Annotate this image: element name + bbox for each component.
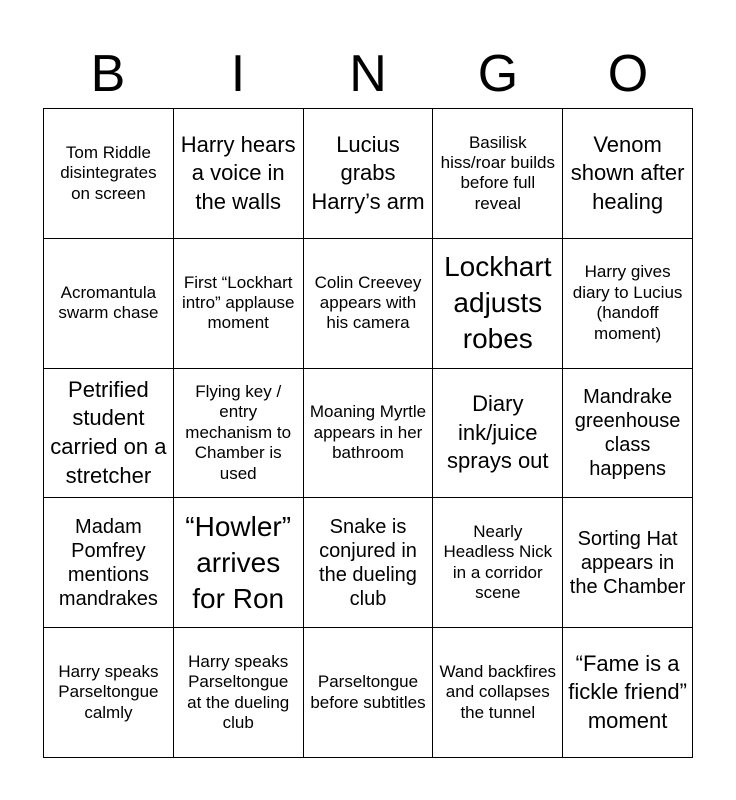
header-letter-n: N (349, 45, 387, 103)
bingo-cell[interactable]: “Fame is a fickle friend” moment (563, 628, 693, 758)
bingo-cell[interactable]: Wand backfires and collapses the tunnel (433, 628, 563, 758)
header-letter-i: I (230, 45, 246, 103)
bingo-cell[interactable]: Harry speaks Parseltongue at the dueling club (174, 628, 304, 758)
header-letter-b: B (90, 45, 126, 103)
bingo-cell[interactable]: Mandrake greenhouse class happens (563, 369, 693, 499)
bingo-cell[interactable]: Moaning Myrtle appears in her bathroom (304, 369, 434, 499)
bingo-cell[interactable]: Harry gives diary to Lucius (handoff moment) (563, 239, 693, 369)
bingo-cell[interactable]: Sorting Hat appears in the Chamber (563, 498, 693, 628)
bingo-grid (43, 108, 693, 758)
bingo-cell[interactable]: Venom shown after healing (563, 109, 693, 239)
bingo-cell[interactable]: Harry speaks Parseltongue calmly (44, 628, 174, 758)
bingo-cell[interactable]: Colin Creevey appears with his camera (304, 239, 434, 369)
bingo-cell[interactable]: First “Lockhart intro” applause moment (174, 239, 304, 369)
bingo-cell[interactable]: Acromantula swarm chase (44, 239, 174, 369)
bingo-cell[interactable]: Basilisk hiss/roar builds before full reveal (433, 109, 563, 239)
bingo-header (43, 40, 693, 108)
bingo-cell[interactable]: Harry hears a voice in the walls (174, 109, 304, 239)
bingo-cell[interactable]: Flying key / entry mechanism to Chamber is used (174, 369, 304, 499)
bingo-cell[interactable]: Nearly Headless Nick in a corridor scene (433, 498, 563, 628)
bingo-cell[interactable]: Lockhart adjusts robes (433, 239, 563, 369)
bingo-cell[interactable]: Snake is conjured in the dueling club (304, 498, 434, 628)
bingo-cell[interactable]: Diary ink/juice sprays out (433, 369, 563, 499)
bingo-cell[interactable]: Petrified student carried on a stretcher (44, 369, 174, 499)
bingo-cell[interactable]: Madam Pomfrey mentions mandrakes (44, 498, 174, 628)
header-letter-o: O (607, 45, 649, 103)
bingo-cell[interactable]: Tom Riddle disintegrates on screen (44, 109, 174, 239)
bingo-cell[interactable]: Lucius grabs Harry’s arm (304, 109, 434, 239)
bingo-cell[interactable]: Parseltongue before subtitles (304, 628, 434, 758)
bingo-cell[interactable]: “Howler” arrives for Ron (174, 498, 304, 628)
header-letter-g: G (477, 45, 519, 103)
